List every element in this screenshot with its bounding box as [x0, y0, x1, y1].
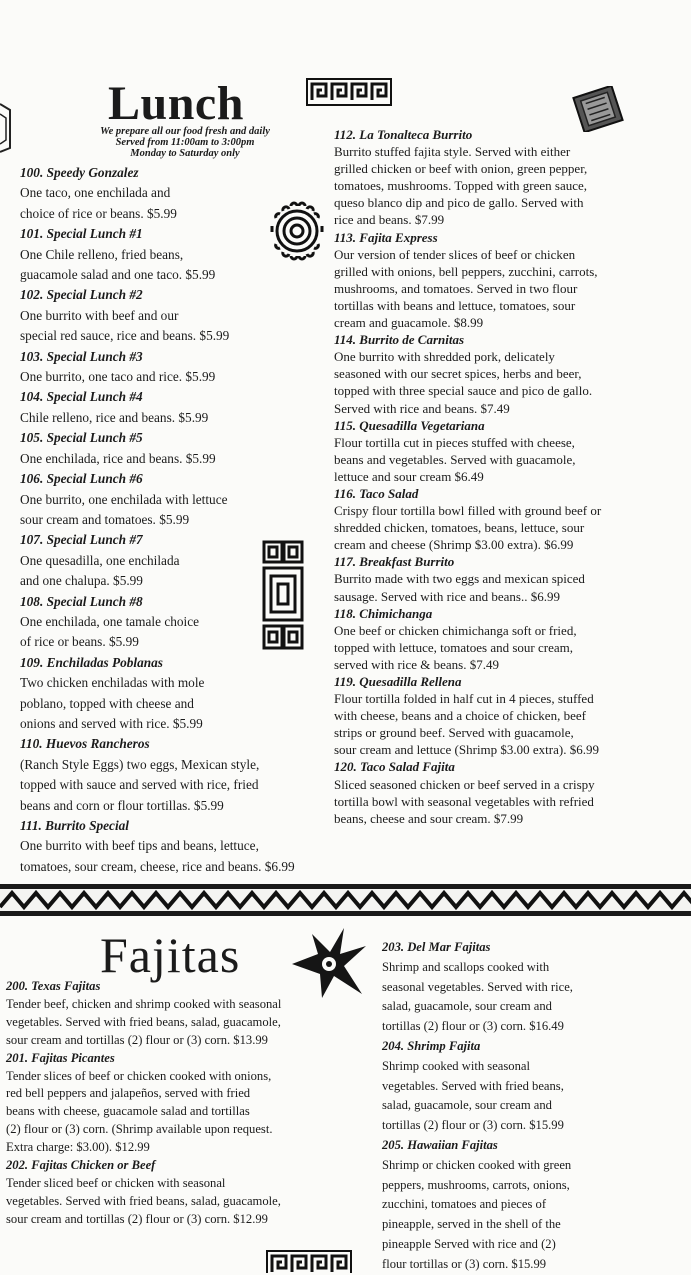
menu-item-description-line: beans and corn or flour tortillas. $5.99: [20, 797, 224, 813]
menu-item-description-line: beans with cheese, guacamole salad and tortillas: [6, 1104, 250, 1119]
lunch-note-line: We prepare all our food fresh and daily: [100, 126, 270, 137]
menu-item-description-line: One burrito with shredded pork, delicately: [334, 349, 555, 365]
menu-item-description-line: tomatoes, sour cream, cheese, rice and beans. $6.99: [20, 858, 295, 874]
menu-item: [334, 673, 654, 758]
menu-item-description-line: strips or ground beef. Served with guacamole,: [334, 725, 574, 741]
menu-item-description-line: tortillas (2) flour or (3) corn. $15.99: [382, 1118, 564, 1133]
menu-item-name: 104. Special Lunch #4: [20, 389, 143, 405]
menu-item-description-line: cream and guacamole. $8.99: [334, 315, 484, 331]
menu-item-name: 100. Speedy Gonzalez: [20, 165, 139, 180]
menu-item-name: 119. Quesadilla Rellena: [334, 674, 462, 689]
menu-item: [20, 428, 310, 469]
menu-item-name: 112. La Tonalteca Burrito: [334, 127, 473, 142]
menu-item-description-line: seasoned with our secret spices, herbs and beer,: [334, 366, 582, 382]
menu-item-name: 103. Special Lunch #3: [20, 348, 143, 364]
menu-item-description-line: (2) flour or (3) corn. (Shrimp available upon request.: [6, 1122, 273, 1137]
menu-item: [382, 1136, 644, 1275]
menu-item-description-line: One Chile relleno, fried beans,: [20, 246, 184, 262]
menu-item-description-line: vegetables. Served with fried beans, salad, guacamole,: [6, 1014, 281, 1029]
menu-item-description-line: shredded chicken, tomatoes, beans, lettuce, sour: [334, 520, 585, 536]
menu-item-description-line: Burrito made with two eggs and mexican spiced: [334, 571, 585, 587]
menu-item: [20, 592, 310, 653]
menu-item-description-line: topped with sauce and served with rice, fried: [20, 777, 259, 793]
menu-item: [382, 1037, 644, 1136]
menu-item-description-line: sour cream and lettuce (Shrimp $3.00 extra). $6.99: [334, 742, 599, 758]
menu-item-description-line: Tender sliced beef or chicken with seasonal: [6, 1175, 226, 1190]
menu-item-name: 117. Breakfast Burrito: [334, 554, 455, 570]
menu-item: [6, 1157, 352, 1229]
menu-item-description-line: red bell peppers and jalapeños, served with fried: [6, 1086, 251, 1101]
menu-item: [20, 469, 310, 530]
menu-item: [334, 485, 654, 553]
menu-item-description-line: Burrito stuffed fajita style. Served with either: [334, 144, 571, 160]
menu-item-description-line: One quesadilla, one enchilada: [20, 552, 180, 568]
menu-item-description-line: beans, cheese and sour cream. $7.99: [334, 810, 524, 826]
menu-item-description-line: lettuce and sour cream $6.49: [334, 468, 484, 484]
menu-item-description-line: One burrito with beef and our: [20, 307, 179, 323]
menu-item-description-line: One enchilada, one tamale choice: [20, 613, 200, 629]
menu-item-description-line: and one chalupa. $5.99: [20, 573, 143, 589]
menu-item: [20, 347, 310, 388]
menu-item-description-line: One burrito, one taco and rice. $5.99: [20, 369, 216, 385]
menu-item-name: 108. Special Lunch #8: [20, 593, 143, 609]
fajitas-title: Fajitas: [100, 927, 241, 983]
menu-item-description-line: One burrito with beef tips and beans, lettuce,: [20, 838, 259, 854]
lunch-title: Lunch: [108, 77, 244, 130]
menu-item-description-line: Two chicken enchiladas with mole: [20, 675, 205, 691]
menu-item-description-line: pineapple, served in the shell of the: [382, 1217, 561, 1232]
menu-item-description-line: vegetables. Served with fried beans, salad, guacamole,: [6, 1193, 281, 1208]
menu-item-description-line: Flour tortilla cut in pieces stuffed with cheese,: [334, 434, 575, 450]
menu-item-description-line: sour cream and tortillas (2) flour or (3) corn. $13.99: [6, 1032, 268, 1047]
menu-item-description-line: Chile relleno, rice and beans. $5.99: [20, 409, 209, 425]
menu-item-description-line: onions and served with rice. $5.99: [20, 715, 203, 731]
menu-item-description-line: special red sauce, rice and beans. $5.99: [20, 328, 230, 344]
menu-item-name: 113. Fajita Express: [334, 229, 438, 245]
menu-item-name: 202. Fajitas Chicken or Beef: [6, 1158, 156, 1173]
menu-item-description-line: choice of rice or beans. $5.99: [20, 205, 177, 221]
menu-item-name: 200. Texas Fajitas: [6, 979, 101, 993]
menu-item: [334, 126, 654, 229]
lunch-note-line: Served from 11:00am to 3:00pm: [115, 137, 255, 148]
menu-item-description-line: of rice or beans. $5.99: [20, 634, 139, 650]
menu-item: [334, 758, 654, 826]
menu-item-name: 110. Huevos Rancheros: [20, 736, 150, 752]
menu-item-description-line: Tender slices of beef or chicken cooked with onions,: [6, 1068, 272, 1083]
menu-item-description-line: Served with rice and beans. $7.49: [334, 400, 510, 416]
menu-item: [334, 331, 654, 416]
menu-item-description-line: Shrimp cooked with seasonal: [382, 1058, 530, 1073]
greek-key-ornament-bottom-icon: [266, 1250, 352, 1273]
menu-item-description-line: flour tortillas or (3) corn. $15.99: [382, 1256, 547, 1271]
menu-item-description-line: topped with lettuce, tomatoes and sour cream,: [334, 639, 573, 655]
menu-item-description-line: vegetables. Served with fried beans,: [382, 1078, 564, 1093]
menu-item-description-line: zucchini, tomatoes and pieces of: [382, 1197, 547, 1212]
menu-item-name: 116. Taco Salad: [334, 485, 419, 501]
menu-item-description-line: salad, guacamole, sour cream and: [382, 1098, 552, 1113]
menu-item-description-line: One enchilada, rice and beans. $5.99: [20, 450, 216, 466]
menu-item-description-line: Shrimp and scallops cooked with: [382, 959, 550, 974]
menu-item-description-line: Crispy flour tortilla bowl filled with ground beef or: [334, 503, 602, 519]
menu-item-description-line: Our version of tender slices of beef or chicken: [334, 246, 576, 262]
menu-item-description-line: One beef or chicken chimichanga soft or fried,: [334, 622, 577, 638]
fajitas-right-column: [382, 938, 644, 1275]
menu-item-name: 120. Taco Salad Fajita: [334, 759, 455, 775]
menu-item: [6, 978, 352, 1050]
zigzag-band-icon: [0, 881, 691, 919]
lunch-right-column: [334, 126, 654, 827]
menu-item: [20, 734, 310, 816]
menu-item: [20, 163, 310, 224]
lunch-left-column: [20, 163, 310, 877]
menu-item-description-line: topped with three special sauce and pico de gallo.: [334, 383, 593, 399]
menu-item-description-line: sausage. Served with rice and beans.. $6.99: [334, 588, 560, 604]
menu-item-name: 101. Special Lunch #1: [20, 226, 143, 242]
menu-item-name: 106. Special Lunch #6: [20, 471, 143, 487]
menu-item: [334, 229, 654, 332]
menu-item-description-line: queso blanco dip and pico de gallo. Served with: [334, 195, 584, 211]
menu-item-description-line: Extra charge: $3.00). $12.99: [6, 1140, 150, 1155]
menu-item-description-line: served with rice & beans. $7.49: [334, 656, 499, 672]
menu-item-name: 107. Special Lunch #7: [20, 532, 143, 548]
menu-item-name: 114. Burrito de Carnitas: [334, 332, 465, 348]
menu-item-description-line: poblano, topped with cheese and: [20, 695, 194, 711]
menu-item: [334, 605, 654, 673]
menu-item-description-line: seasonal vegetables. Served with rice,: [382, 979, 573, 994]
menu-item-description-line: salad, guacamole, sour cream and: [382, 999, 552, 1014]
lunch-note: [78, 126, 292, 159]
menu-item: [20, 816, 310, 877]
menu-item-description-line: sour cream and tomatoes. $5.99: [20, 511, 190, 527]
menu-item: [20, 387, 310, 428]
menu-item-name: 105. Special Lunch #5: [20, 430, 143, 446]
menu-item: [20, 285, 310, 346]
menu-item: [20, 530, 310, 591]
menu-item-description-line: Tender beef, chicken and shrimp cooked with seasonal: [6, 996, 282, 1011]
menu-item-description-line: Flour tortilla folded in half cut in 4 pieces, stuffed: [334, 691, 594, 707]
menu-item-description-line: pineapple Served with rice and (2): [382, 1236, 556, 1251]
menu-item-name: 115. Quesadilla Vegetariana: [334, 417, 485, 433]
menu-item-name: 201. Fajitas Picantes: [6, 1050, 115, 1065]
menu-item-description-line: grilled with onions, bell peppers, zucchini, carrots,: [334, 263, 598, 279]
menu-item-description-line: (Ranch Style Eggs) two eggs, Mexican style,: [20, 756, 260, 772]
menu-item-description-line: Shrimp or chicken cooked with green: [382, 1157, 572, 1172]
menu-item-description-line: Sliced seasoned chicken or beef served in a crispy: [334, 776, 595, 792]
menu-item-description-line: mushrooms, and tomatoes. Served in two flour: [334, 280, 578, 296]
menu-item-name: 102. Special Lunch #2: [20, 287, 143, 303]
menu-item-description-line: with cheese, beans and a choice of chicken, beef: [334, 708, 586, 724]
fajitas-left-column: [6, 978, 352, 1229]
menu-item-description-line: tomatoes, mushrooms. Topped with green sauce,: [334, 178, 588, 194]
menu-item: [334, 553, 654, 604]
menu-item-description-line: sour cream and tortillas (2) flour or (3) corn. $12.99: [6, 1211, 268, 1226]
menu-item-description-line: rice and beans. $7.99: [334, 212, 445, 228]
menu-item-name: 109. Enchiladas Poblanas: [20, 654, 163, 670]
lunch-note-line: Monday to Saturday only: [130, 148, 240, 159]
menu-item-description-line: guacamole salad and one taco. $5.99: [20, 267, 216, 283]
menu-item: [334, 417, 654, 485]
menu-item-description-line: tortillas (2) flour or (3) corn. $16.49: [382, 1019, 564, 1034]
menu-item-description-line: peppers, mushrooms, carrots, onions,: [382, 1177, 570, 1192]
edge-ornament-icon: [0, 100, 14, 156]
menu-item: [382, 938, 644, 1037]
menu-item: [20, 653, 310, 735]
menu-item-name: 205. Hawaiian Fajitas: [382, 1137, 498, 1152]
menu-item-description-line: tortilla bowl with seasonal vegetables with refried: [334, 793, 594, 809]
greek-key-ornament-icon: [306, 78, 392, 106]
menu-item-name: 118. Chimichanga: [334, 605, 433, 621]
menu-item: [20, 224, 310, 285]
menu-item-name: 111. Burrito Special: [20, 818, 129, 833]
menu-item-description-line: One burrito, one enchilada with lettuce: [20, 491, 228, 507]
menu-item: [6, 1050, 352, 1157]
menu-item-description-line: grilled chicken or beef with onion, green pepper,: [334, 161, 588, 177]
menu-item-description-line: tortillas with beans and lettuce, tomatoes, sour: [334, 297, 576, 313]
menu-item-description-line: cream and cheese (Shrimp $3.00 extra). $6.99: [334, 537, 574, 553]
menu-item-description-line: beans and vegetables. Served with guacamole,: [334, 451, 576, 467]
menu-item-name: 203. Del Mar Fajitas: [382, 940, 491, 954]
menu-item-description-line: One taco, one enchilada and: [20, 185, 171, 201]
menu-item-name: 204. Shrimp Fajita: [382, 1038, 481, 1053]
